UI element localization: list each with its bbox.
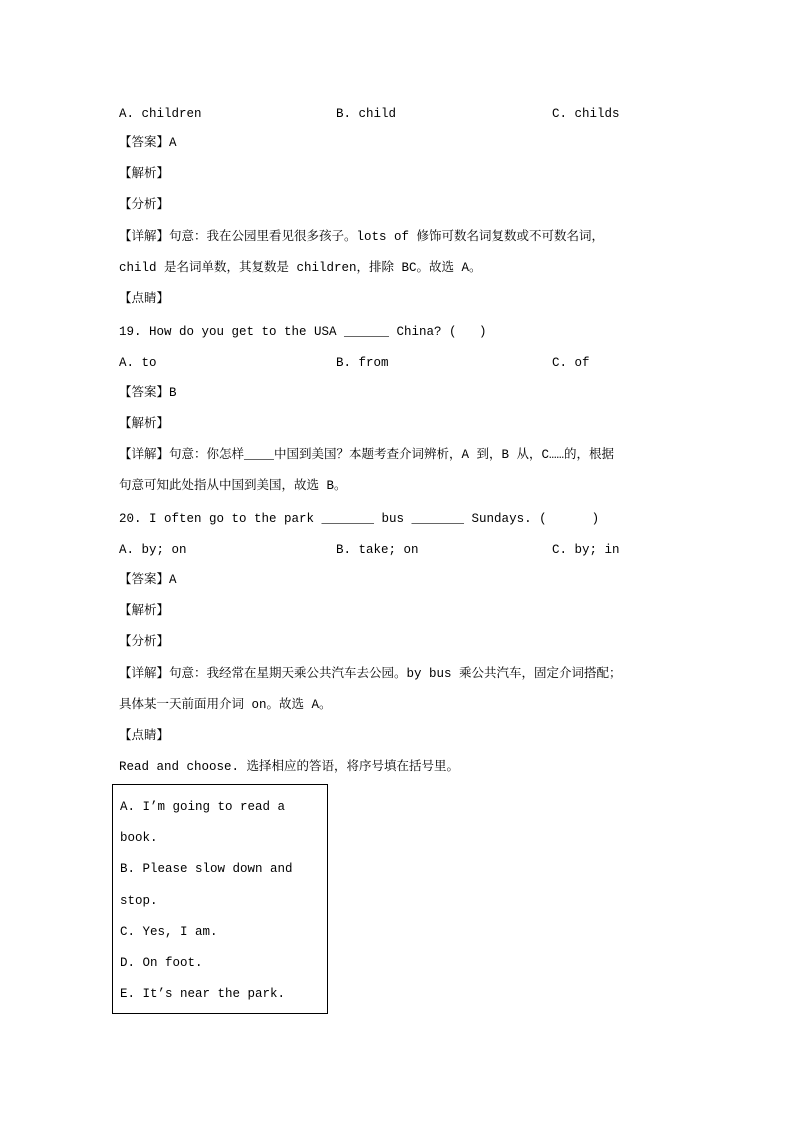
question-20: 20. I often go to the park _______ bus _______ Sundays. ( )	[119, 512, 600, 526]
answer: 【答案】A	[119, 573, 177, 587]
box-line: D. On foot.	[120, 956, 203, 970]
option-a: A. to	[119, 356, 157, 370]
detail-line: 句意可知此处指从中国到美国，故选 B。	[119, 479, 347, 493]
detail-line: 【详解】句意：我在公园里看见很多孩子。lots of 修饰可数名词复数或不可数名词，	[119, 230, 605, 244]
analysis-heading: 【解析】	[119, 417, 170, 431]
fenxi-heading: 【分析】	[119, 198, 170, 212]
dianjing-heading: 【点睛】	[119, 292, 170, 306]
option-b: B. child	[336, 107, 397, 121]
dianjing-heading: 【点睛】	[119, 729, 170, 743]
box-line: book.	[120, 831, 158, 845]
option-b: B. from	[336, 356, 389, 370]
option-c: C. of	[552, 356, 590, 370]
detail-line: 具体某一天前面用介词 on。故选 A。	[119, 698, 332, 712]
section-instruction: Read and choose. 选择相应的答语，将序号填在括号里。	[119, 760, 460, 774]
option-a: A. by; on	[119, 543, 187, 557]
option-b: B. take; on	[336, 543, 419, 557]
option-c: C. by; in	[552, 543, 620, 557]
answer-options-box	[112, 784, 328, 1014]
box-line: A. I’m going to read a	[120, 800, 286, 814]
box-line: E. It’s near the park.	[120, 987, 286, 1001]
box-line: C. Yes, I am.	[120, 925, 218, 939]
analysis-heading: 【解析】	[119, 167, 170, 181]
option-c: C. childs	[552, 107, 620, 121]
fenxi-heading: 【分析】	[119, 635, 170, 649]
box-line: stop.	[120, 894, 158, 908]
detail-line: 【详解】句意：我经常在星期天乘公共汽车去公园。by bus 乘公共汽车，固定介词搭配；	[119, 667, 622, 681]
answer: 【答案】B	[119, 386, 177, 400]
question-19: 19. How do you get to the USA ______ China? ( )	[119, 325, 487, 339]
box-line: B. Please slow down and	[120, 862, 293, 876]
answer: 【答案】A	[119, 136, 177, 150]
detail-line: 【详解】句意：你怎样____中国到美国？本题考查介词辨析，A 到，B 从，C……的，根据	[119, 448, 615, 462]
option-a: A. children	[119, 107, 202, 121]
analysis-heading: 【解析】	[119, 604, 170, 618]
detail-line: child 是名词单数，其复数是 children，排除 BC。故选 A。	[119, 261, 482, 275]
